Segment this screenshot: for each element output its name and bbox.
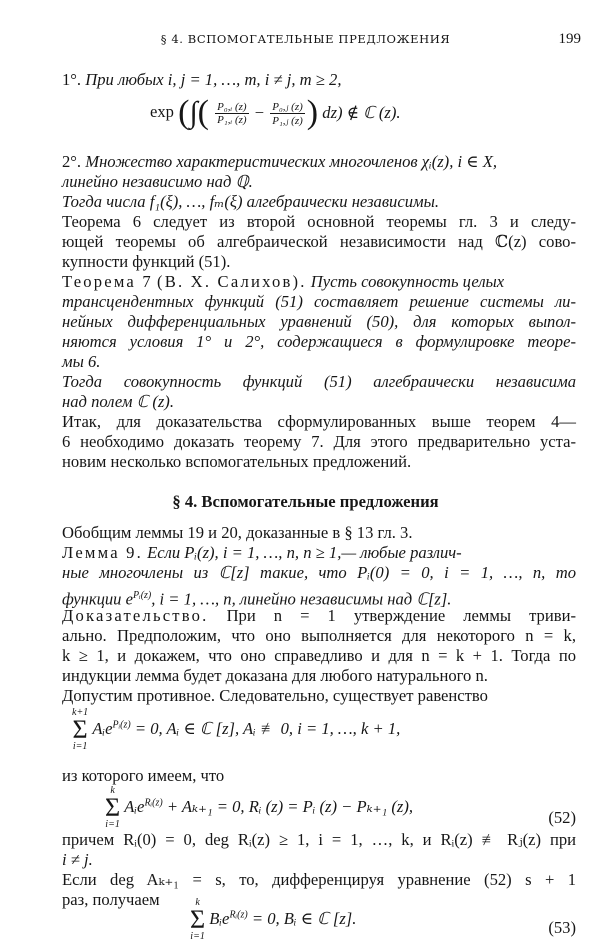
proof-line-3: k ≥ 1, и докажем, что оно справедливо и для n = k + 1. Тогда по	[62, 646, 576, 665]
condition-2-line-2: линейно независимо над ℚ.	[62, 172, 253, 191]
lemma-9-line-1: Лемма 9. Если Pᵢ(z), i = 1, …, n, n ≥ 1,— любые различ-	[62, 543, 462, 562]
lemma-9-line-3: функции $e^{Pᵢ(z)}$, i = 1, …, n, линейно независимы над ℂ[z].	[62, 589, 452, 609]
paragraph-1-line-3: купности функций (51).	[62, 252, 231, 271]
paragraph-3: Обобщим леммы 19 и 20, доказанные в § 13 гл. 3.	[62, 523, 413, 542]
page-number: 199	[558, 31, 581, 47]
condition-2-line-1: 2°. Множество характеристических многочленов χᵢ(z), i ∈ X,	[62, 152, 497, 171]
theorem-7-author: (В. Х. Салихов).	[156, 272, 307, 291]
formula-tail: dz) ∉ ℂ (z).	[322, 103, 401, 122]
condition-1-text: При любых i, j = 1, …, m, i ≠ j, m ≥ 2,	[85, 70, 342, 89]
paragraph-4-line-1: причем Rᵢ(0) = 0, deg Rᵢ(z) ≥ 1, i = 1, …, k, и Rᵢ(z) ≢ Rⱼ(z) при	[62, 830, 576, 849]
paragraph-2-line-3: новим несколько вспомогательных предложений.	[62, 452, 412, 471]
lemma-9-line-2: ные многочлены из ℂ[z] такие, что Pᵢ(0) = 0, i = 1, …, n, то	[62, 563, 576, 582]
fraction-1: $\frac{\text{P₀,ᵢ (z)}}{\text{P₁,ᵢ (z)}}$	[217, 100, 247, 126]
theorem-7-line-4: няются условия 1° и 2°, содержащиеся в формулировке теоре-	[62, 332, 576, 351]
paragraph-1-line-1: Теорема 6 следует из второй основной теоремы гл. 3 и следу-	[62, 212, 576, 231]
lemma-9-head: Лемма 9.	[62, 543, 143, 562]
fraction-2: $\frac{\text{P₀,ⱼ (z)}}{\text{P₁,ⱼ (z)}}$	[272, 100, 303, 127]
condition-2-line-3: Тогда числа f₁(ξ), …, fₘ(ξ) алгебраически независимы.	[62, 192, 439, 211]
formula-53: k Σ i=1 Bᵢe$^{Rᵢ(z)}$ = 0, Bᵢ ∈ ℂ [z].	[190, 897, 357, 942]
theorem-7-line-1: Теорема 7 (В. Х. Салихов). Пусть совокупность целых	[62, 272, 505, 291]
paragraph-5-line-2: раз, получаем	[62, 890, 160, 909]
theorem-7-head: Теорема 7	[62, 272, 153, 291]
formula-52: k Σ i=1 Aᵢe$^{Rᵢ(z)}$ + Aₖ₊₁ = 0, Rᵢ (z) = Pᵢ (z) − Pₖ₊₁ (z),	[105, 785, 414, 830]
condition-1-label: 1°.	[62, 70, 82, 89]
formula-exp-integral: exp (∫( $\frac{\text{P₀,ᵢ (z)}}{\text{P₁,ᵢ (z)}}$ − $\frac{\text{P₀,ⱼ (z)}}{\text{P₁,ⱼ (z)}}$ ) dz) ∉ ℂ (z).	[150, 94, 401, 131]
proof-line-2: ально. Предположим, что оно выполняется для некоторого n = k,	[62, 626, 576, 645]
condition-1	[62, 70, 576, 90]
formula-sum-k-plus-1: k+1 Σ i=1 Aᵢe$^{Pᵢ(z)}$ = 0, Aᵢ ∈ ℂ [z], Aᵢ ≢ 0, i = 1, …, k + 1,	[72, 707, 401, 752]
theorem-7-line-5: мы 6.	[62, 352, 101, 371]
paragraph-4-line-2: i ≠ j.	[62, 850, 93, 869]
summation: k+1 Σ i=1	[72, 707, 89, 752]
running-header-title: § 4. ВСПОМОГАТЕЛЬНЫЕ ПРЕДЛОЖЕНИЯ	[160, 32, 451, 46]
equation-number-52: (52)	[548, 808, 576, 827]
paragraph-5-line-1: Если deg Aₖ₊₁ = s, то, дифференцируя уравнение (52) s + 1	[62, 870, 576, 889]
paragraph-2-line-1: Итак, для доказательства сформулированных выше теорем 4—	[62, 412, 576, 431]
section-heading: § 4. Вспомогательные предложения	[172, 492, 439, 511]
theorem-7-line-7: над полем ℂ (z).	[62, 392, 174, 411]
proof-line-5: Допустим противное. Следовательно, существует равенство	[62, 686, 488, 705]
formula-exp: exp	[150, 101, 174, 121]
theorem-7-line-2: трансцендентных функций (51) составляет решение системы ли-	[62, 292, 576, 311]
proof-head: Доказательство.	[62, 606, 209, 625]
paragraph-1-line-2: ющей теоремы об алгебраической независимости над ℂ(z) сово-	[62, 232, 576, 251]
proof-line-4: индукции лемма будет доказана для любого натурального n.	[62, 666, 488, 685]
theorem-7-line-3: нейных дифференциальных уравнений (50), для которых выпол-	[62, 312, 576, 331]
proof-line-1: Доказательство. При n = 1 утверждение леммы триви-	[62, 606, 576, 625]
paragraph-2-line-2: 6 необходимо доказать теорему 7. Для этого предварительно уста-	[62, 432, 576, 451]
text-from-which: из которого имеем, что	[62, 766, 225, 785]
equation-number-53: (53)	[548, 918, 576, 937]
theorem-7-line-6: Тогда совокупность функций (51) алгебраически независима	[62, 372, 576, 391]
